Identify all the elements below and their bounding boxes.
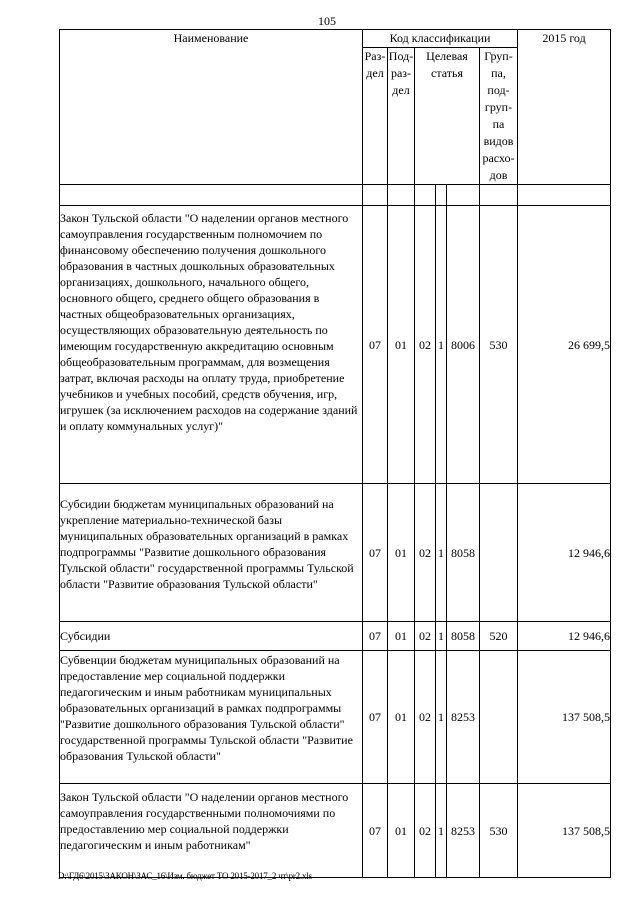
column-header-target: Целевая статья [415,48,480,185]
row-amount: 26 699,5 [518,206,611,484]
row-section: 07 [363,484,388,622]
row-name: Субсидии бюджетам муниципальных образований на укрепление материально-технической базы муниципальных образовательных организаций в рамках подпрограммы "Развитие дошкольного образования Тульской области" государственной программы Тульской области "Развитие образования Тульской области" [60,484,363,622]
row-name: Закон Тульской области "О наделении органов местного самоуправления государственными полномочиями по предоставлению мер социальной поддержки педагогическим и иным работникам" [60,784,363,878]
row-target-program: 02 [415,622,436,651]
row-target-program: 02 [415,206,436,484]
row-amount: 137 508,5 [518,651,611,784]
page-number: 105 [318,14,336,28]
header-row-top [60,30,611,48]
table-row [60,484,611,622]
table-row [60,651,611,784]
row-subsection: 01 [388,622,415,651]
row-target-subprogram: 1 [436,206,447,484]
row-target-program: 02 [415,784,436,878]
table-row [60,206,611,484]
spacer-row [60,185,611,206]
row-group: 530 [480,784,518,878]
row-target-direction: 8058 [447,622,480,651]
row-section: 07 [363,651,388,784]
row-target-direction: 8253 [447,784,480,878]
row-section: 07 [363,622,388,651]
row-target-program: 02 [415,651,436,784]
column-header-group: Груп- па, под- груп- па видов расхо- дов [480,48,518,185]
row-group: 520 [480,622,518,651]
row-name: Субсидии [60,622,363,651]
column-header-classification: Код классификации [363,30,518,48]
row-subsection: 01 [388,651,415,784]
row-section: 07 [363,784,388,878]
row-target-program: 02 [415,484,436,622]
file-path-footer: D:\ГД6\2015\ЗАКОН\ЗАС_16\Изм. бюджет ТО 2015-2017_2 чт\pr2.xls [58,871,312,881]
row-group [480,484,518,622]
row-subsection: 01 [388,484,415,622]
column-header-section: Раз- дел [363,48,388,185]
table-row [60,784,611,878]
column-header-subsection: Под- раз- дел [388,48,415,185]
row-target-subprogram: 1 [436,484,447,622]
row-subsection: 01 [388,784,415,878]
budget-table [59,29,611,878]
row-subsection: 01 [388,206,415,484]
table-row [60,622,611,651]
row-amount: 12 946,6 [518,484,611,622]
row-name: Субвенции бюджетам муниципальных образований на предоставление мер социальной поддержки педагогическим и иным работникам муниципальных образовательных организаций в рамках подпрограммы "Развитие дошкольного образования Тульской области" государственной программы Тульской области "Развитие образования Тульской области" [60,651,363,784]
row-amount: 137 508,5 [518,784,611,878]
row-target-subprogram: 1 [436,784,447,878]
row-name: Закон Тульской области "О наделении органов местного самоуправления государственным полномочием по финансовому обеспечению получения дошкольного образования в частных дошкольных образовательных организациях, дошкольного, начального общего, основного общего, среднего общего образования в частных общеобразовательных организациях, осуществляющих образовательную деятельность по имеющим государственную аккредитацию основным общеобразовательным программам, для возмещения затрат, включая расходы на оплату труда, приобретение учебников и учебных пособий, средств обучения, игр, игрушек (за исключением расходов на содержание зданий и оплату коммунальных услуг)" [60,206,363,484]
row-target-direction: 8006 [447,206,480,484]
row-target-direction: 8058 [447,484,480,622]
column-header-name: Наименование [60,30,363,185]
row-target-subprogram: 1 [436,651,447,784]
row-target-direction: 8253 [447,651,480,784]
row-section: 07 [363,206,388,484]
row-group: 530 [480,206,518,484]
row-amount: 12 946,6 [518,622,611,651]
row-group [480,651,518,784]
row-target-subprogram: 1 [436,622,447,651]
column-header-year: 2015 год [518,30,611,185]
